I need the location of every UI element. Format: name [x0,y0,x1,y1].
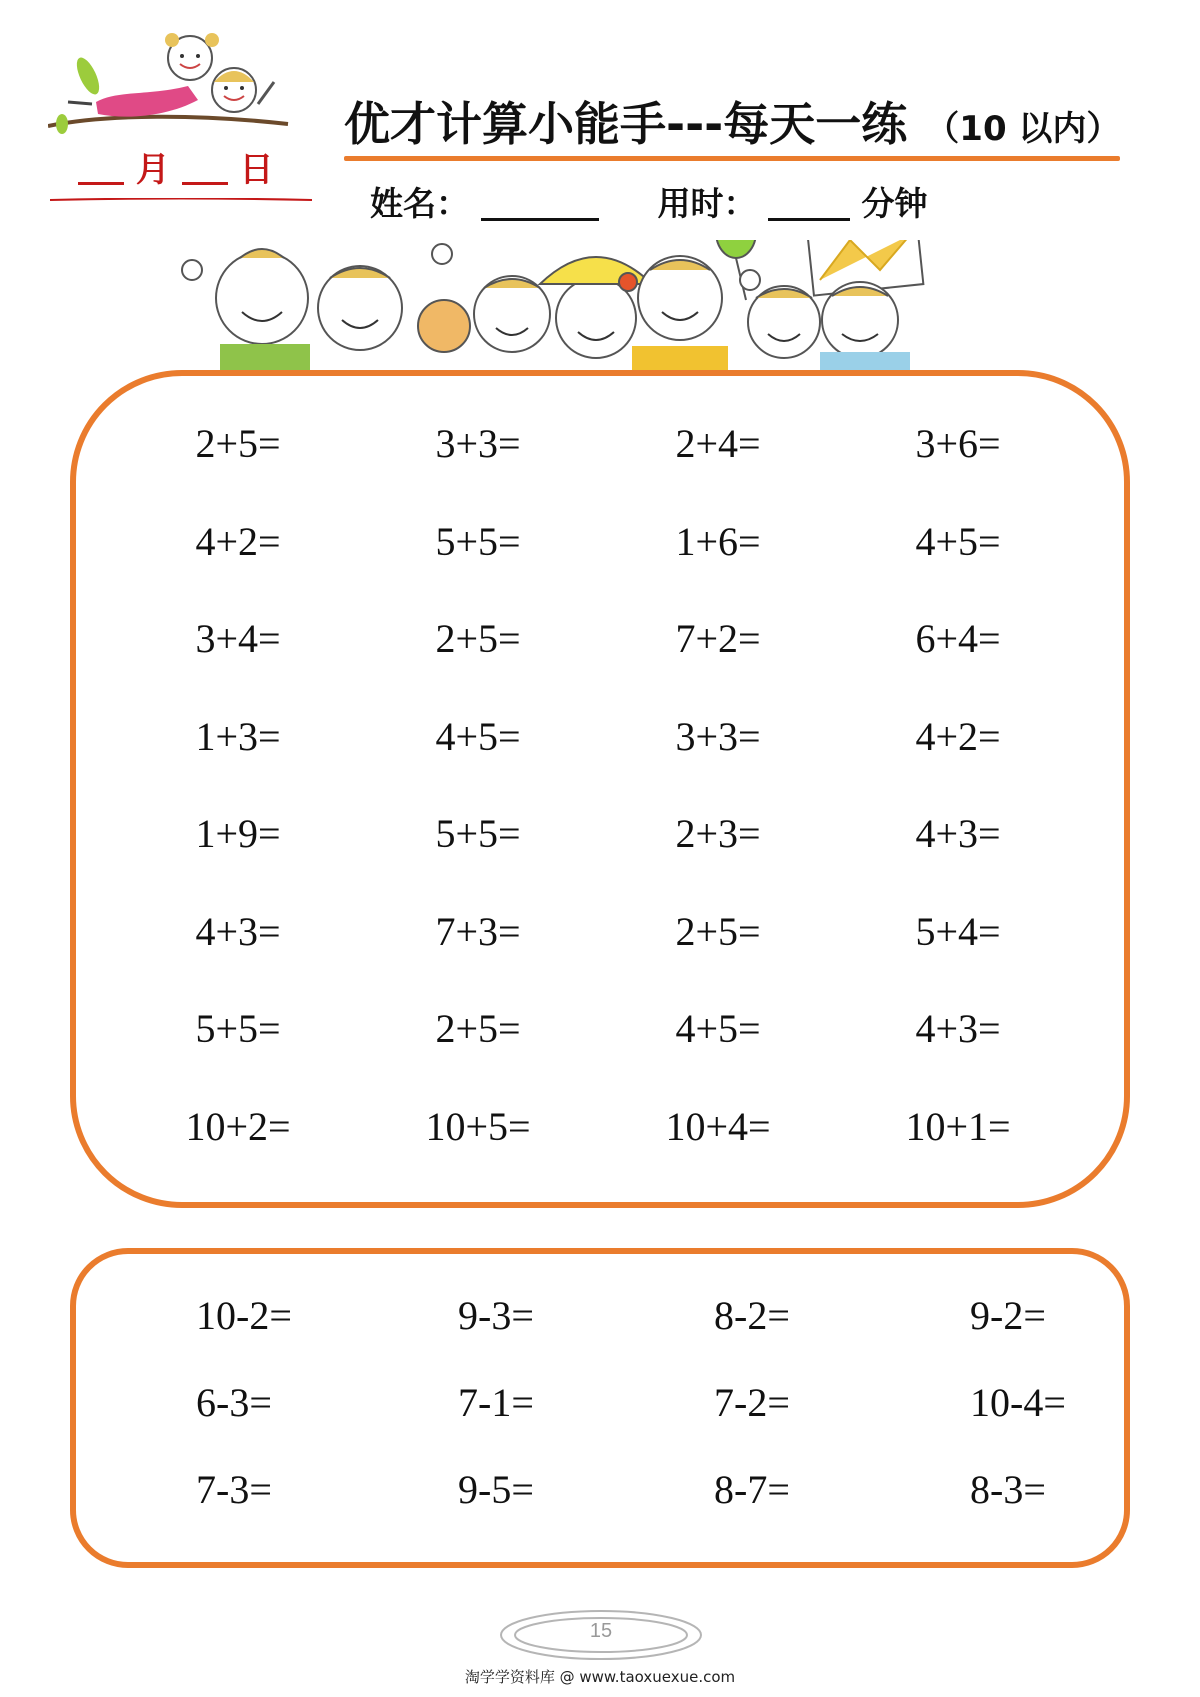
addition-grid [118,395,1078,1175]
problem: 4+5= [915,518,1001,564]
problem: 10+5= [425,1103,531,1149]
problem: 2+5= [675,908,761,954]
problem: 4+5= [675,1006,761,1052]
problem: 6+4= [915,616,1001,662]
problem: 8-7= [714,1467,790,1512]
minutes-label: 分钟 [861,184,928,223]
problem: 9-3= [458,1293,534,1338]
time-blank[interactable] [768,186,850,221]
problem: 4+2= [915,713,1001,759]
subtraction-grid [118,1272,1158,1542]
problem: 7+3= [435,908,521,954]
problem: 2+5= [435,616,521,662]
date-underline [50,198,312,202]
problem: 4+3= [915,1006,1001,1052]
problem: 5+5= [435,518,521,564]
problem: 5+4= [915,908,1001,954]
problem: 2+3= [675,811,761,857]
problem: 1+3= [195,713,281,759]
problem: 9-2= [970,1293,1046,1338]
problem: 4+3= [915,811,1001,857]
problem: 4+2= [195,518,281,564]
month-label: 月 [135,150,170,190]
problem: 10+4= [665,1103,771,1149]
problem: 1+9= [195,811,281,857]
title-text: 优才计算小能手---每天一练 [344,97,908,151]
kids-row-illustration [180,240,1030,385]
problem: 10+2= [185,1103,291,1149]
info-fields [370,178,928,225]
name-label: 姓名： [370,184,469,223]
title-subtitle: （10 以内） [925,109,1121,149]
problem: 1+6= [675,518,761,564]
problem: 3+3= [435,421,521,467]
problem: 4+5= [435,713,521,759]
title-rule [344,156,1120,161]
problem: 7-1= [458,1380,534,1425]
time-label: 用时： [657,184,757,223]
problem: 3+6= [915,421,1001,467]
problem: 6-3= [196,1380,272,1425]
problem: 7-3= [196,1467,272,1512]
page-title [344,88,1120,154]
problem: 2+5= [195,421,281,467]
problem: 9-5= [458,1467,534,1512]
footer-source: 淘学学资料库 @ www.taoxuexue.com [464,1668,736,1686]
problem: 10-2= [196,1293,292,1338]
problem: 7+2= [675,616,761,662]
day-label: 日 [239,150,274,190]
problem: 7-2= [714,1380,790,1425]
date-line [78,142,278,192]
problem: 2+5= [435,1006,521,1052]
problem: 3+4= [195,616,281,662]
problem: 3+3= [675,713,761,759]
problem: 2+4= [675,421,761,467]
problem: 8-2= [714,1293,790,1338]
month-blank[interactable] [78,152,124,185]
problem: 4+3= [195,908,281,954]
problem: 10+1= [905,1103,1011,1149]
name-blank[interactable] [481,186,599,221]
problem: 8-3= [970,1467,1046,1512]
page-number: 15 [589,1620,613,1642]
problem: 10-4= [970,1380,1066,1425]
problem: 5+5= [195,1006,281,1052]
day-blank[interactable] [182,152,228,185]
problem: 5+5= [435,811,521,857]
